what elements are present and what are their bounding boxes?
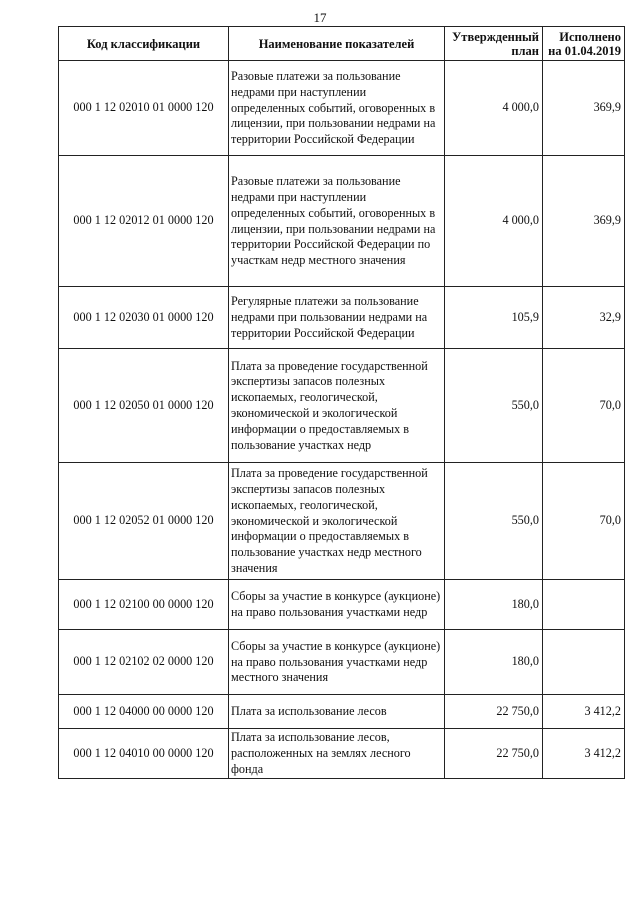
table-row: [59, 349, 625, 463]
row-name: Плата за использование лесов: [229, 695, 445, 729]
table-row: [59, 287, 625, 349]
row-name: Плата за проведение государственной экспертизы запасов полезных ископаемых, геологической, экономической и экологической информации о предоставляемых в пользование участках недр: [229, 349, 445, 463]
row-executed: 32,9: [543, 287, 625, 349]
row-plan: 22 750,0: [445, 695, 543, 729]
row-code: 000 1 12 02100 00 0000 120: [59, 580, 229, 630]
row-name: Плата за использование лесов, расположенных на землях лесного фонда: [229, 729, 445, 779]
row-name: Плата за проведение государственной экспертизы запасов полезных ископаемых, геологической, экономической и экологической информации о предоставляемых в пользование участках недр местного значения: [229, 463, 445, 580]
row-code: 000 1 12 02012 01 0000 120: [59, 156, 229, 287]
table-row: [59, 580, 625, 630]
header-name: Наименование показателей: [229, 27, 445, 61]
row-code: 000 1 12 02102 02 0000 120: [59, 630, 229, 695]
row-code: 000 1 12 02010 01 0000 120: [59, 61, 229, 156]
table-row: [59, 630, 625, 695]
row-executed: [543, 580, 625, 630]
table-header-row: [59, 27, 625, 61]
table-row: [59, 61, 625, 156]
row-code: 000 1 12 02052 01 0000 120: [59, 463, 229, 580]
row-name: Разовые платежи за пользование недрами при наступлении определенных событий, оговоренных в лицензии, при пользовании недрами на территории Российской Федерации: [229, 61, 445, 156]
page-number: 17: [313, 10, 327, 25]
row-plan: 180,0: [445, 580, 543, 630]
row-name: Сборы за участие в конкурсе (аукционе) на право пользования участками недр местного значения: [229, 630, 445, 695]
table-row: [59, 729, 625, 779]
row-code: 000 1 12 02050 01 0000 120: [59, 349, 229, 463]
row-executed: [543, 630, 625, 695]
header-code: Код классификации: [59, 27, 229, 61]
row-code: 000 1 12 04000 00 0000 120: [59, 695, 229, 729]
table-row: [59, 695, 625, 729]
row-code: 000 1 12 02030 01 0000 120: [59, 287, 229, 349]
row-plan: 550,0: [445, 463, 543, 580]
row-plan: 550,0: [445, 349, 543, 463]
table-row: [59, 156, 625, 287]
header-executed: Исполнено на 01.04.2019: [543, 27, 625, 61]
row-name: Разовые платежи за пользование недрами при наступлении определенных событий, оговоренных в лицензии, при пользовании недрами на территории Российской Федерации по участкам недр местного значения: [229, 156, 445, 287]
row-executed: 369,9: [543, 156, 625, 287]
row-name: Регулярные платежи за пользование недрами при пользовании недрами на территории Российской Федерации: [229, 287, 445, 349]
report-table: [58, 26, 625, 779]
row-executed: 70,0: [543, 349, 625, 463]
row-executed: 70,0: [543, 463, 625, 580]
row-code: 000 1 12 04010 00 0000 120: [59, 729, 229, 779]
row-plan: 4 000,0: [445, 61, 543, 156]
table-row: [59, 463, 625, 580]
header-plan: Утвержденный план: [445, 27, 543, 61]
row-plan: 4 000,0: [445, 156, 543, 287]
row-plan: 105,9: [445, 287, 543, 349]
row-executed: 3 412,2: [543, 729, 625, 779]
row-executed: 3 412,2: [543, 695, 625, 729]
row-executed: 369,9: [543, 61, 625, 156]
row-plan: 22 750,0: [445, 729, 543, 779]
row-plan: 180,0: [445, 630, 543, 695]
row-name: Сборы за участие в конкурсе (аукционе) на право пользования участками недр: [229, 580, 445, 630]
